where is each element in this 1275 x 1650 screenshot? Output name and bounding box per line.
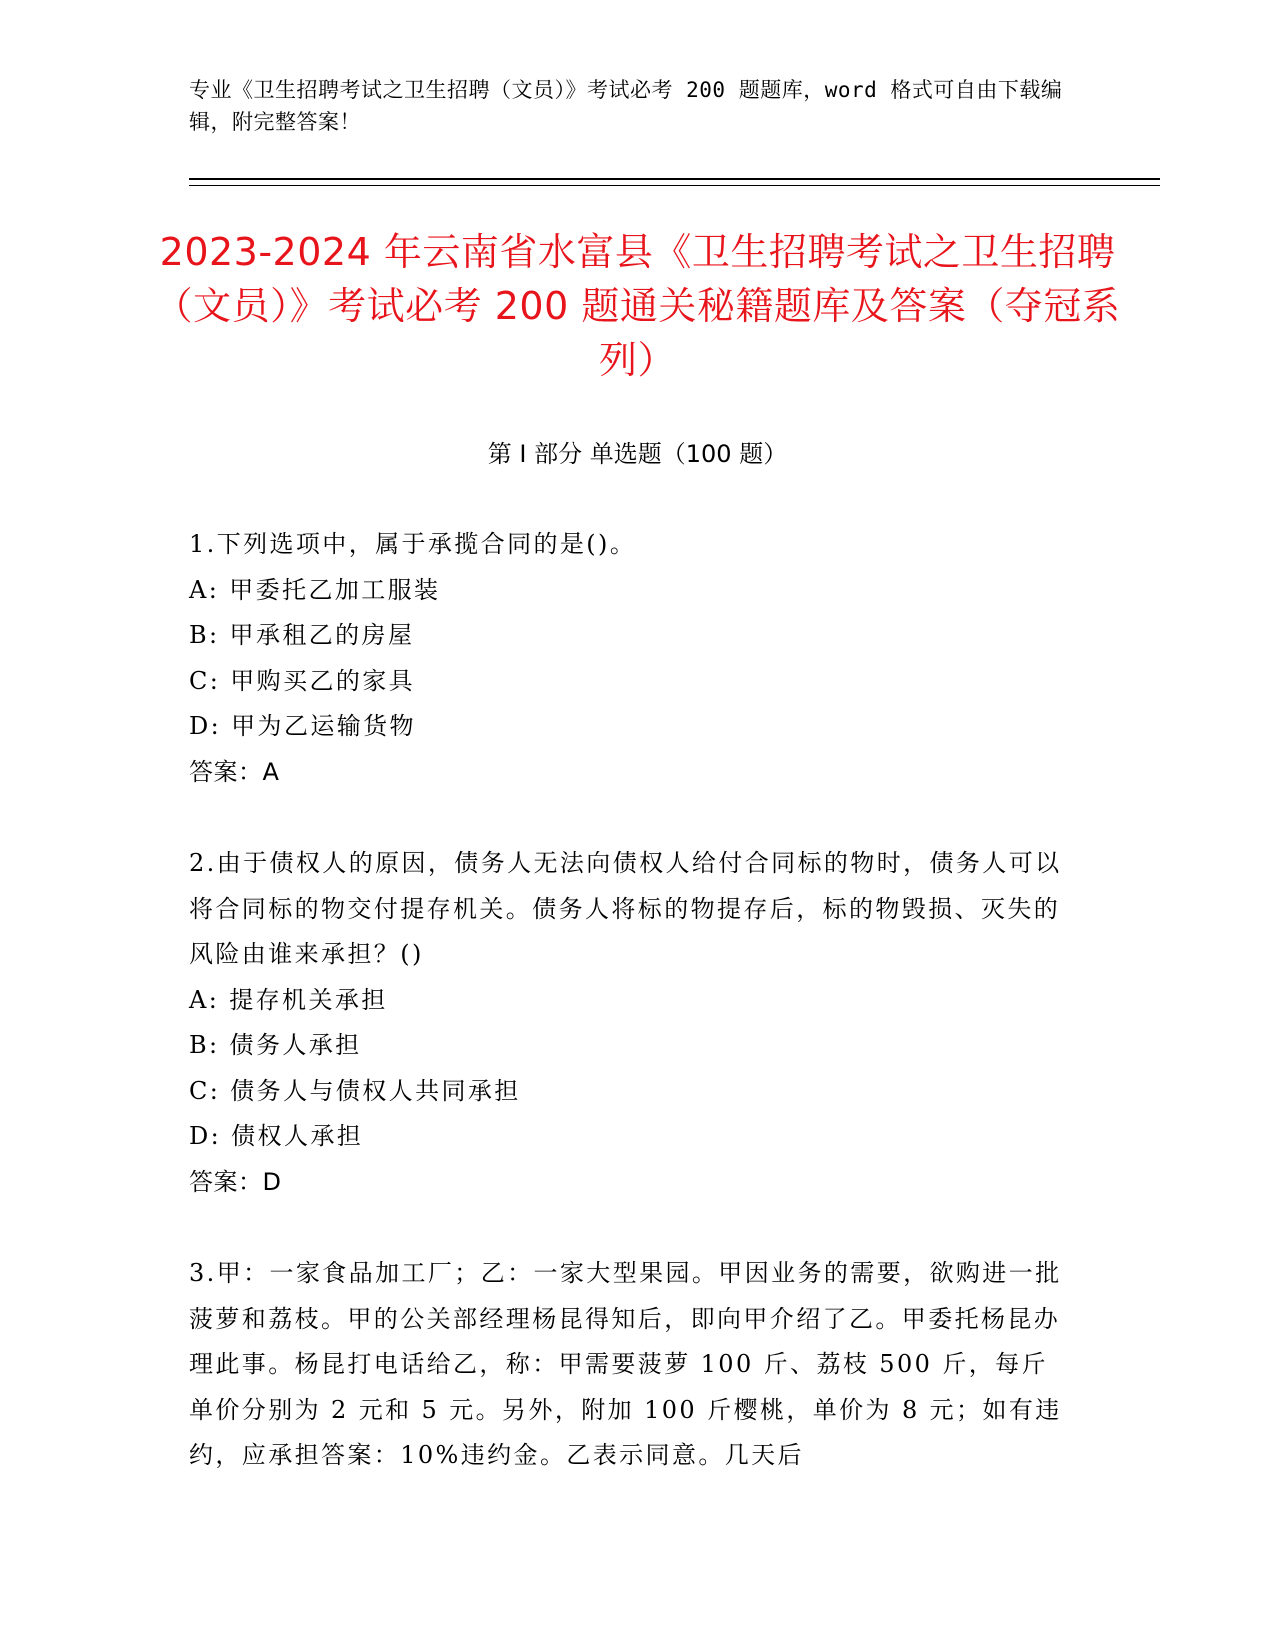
option-b: B: 甲承租乙的房屋 bbox=[189, 621, 415, 649]
option-a: A: 甲委托乙加工服装 bbox=[189, 575, 441, 604]
question-stem: 1.下列选项中，属于承揽合同的是()。 bbox=[189, 530, 637, 558]
question-2 bbox=[189, 841, 1069, 1205]
header-divider-thick bbox=[189, 178, 1160, 180]
question-3 bbox=[189, 1251, 1069, 1479]
option-c: C: 甲购买乙的家具 bbox=[189, 666, 416, 695]
option-b: B: 债务人承担 bbox=[189, 1031, 362, 1059]
header-note: 专业《卫生招聘考试之卫生招聘（文员）》考试必考 200 题题库，word 格式可自由下载编辑，附完整答案！ bbox=[189, 78, 1063, 134]
document-title: 2023-2024 年云南省水富县《卫生招聘考试之卫生招聘（文员）》考试必考 200 题通关秘籍题库及答案（夺冠系列） bbox=[154, 230, 1121, 382]
answer-line: 答案：A bbox=[189, 757, 280, 786]
question-list bbox=[189, 522, 1069, 1525]
answer-line: 答案：D bbox=[189, 1167, 282, 1196]
header-divider-thin bbox=[189, 185, 1160, 186]
question-stem: 2.由于债权人的原因，债务人无法向债权人给付合同标的物时，债务人可以将合同标的物交付提存机关。债务人将标的物提存后，标的物毁损、灭失的风险由谁来承担？() bbox=[189, 849, 1062, 968]
option-d: D: 甲为乙运输货物 bbox=[189, 712, 416, 740]
option-c: C: 债务人与债权人共同承担 bbox=[189, 1076, 521, 1105]
option-d: D: 债权人承担 bbox=[189, 1122, 364, 1150]
question-1 bbox=[189, 522, 1069, 795]
section-heading: 第 I 部分 单选题（100 题） bbox=[487, 440, 788, 468]
question-stem: 3.甲：一家食品加工厂；乙：一家大型果园。甲因业务的需要，欲购进一批菠萝和荔枝。甲的公关部经理杨昆得知后，即向甲介绍了乙。甲委托杨昆办理此事。杨昆打电话给乙，称：甲需要菠萝 100 斤、荔枝 500 斤，每斤单价分别为 2 元和 5 元。另外，附加 100 斤樱桃，单价为 8 元；如有违约，应承担答案：10%违约金。乙表示同意。几天后 bbox=[189, 1259, 1062, 1469]
option-a: A: 提存机关承担 bbox=[189, 985, 388, 1014]
